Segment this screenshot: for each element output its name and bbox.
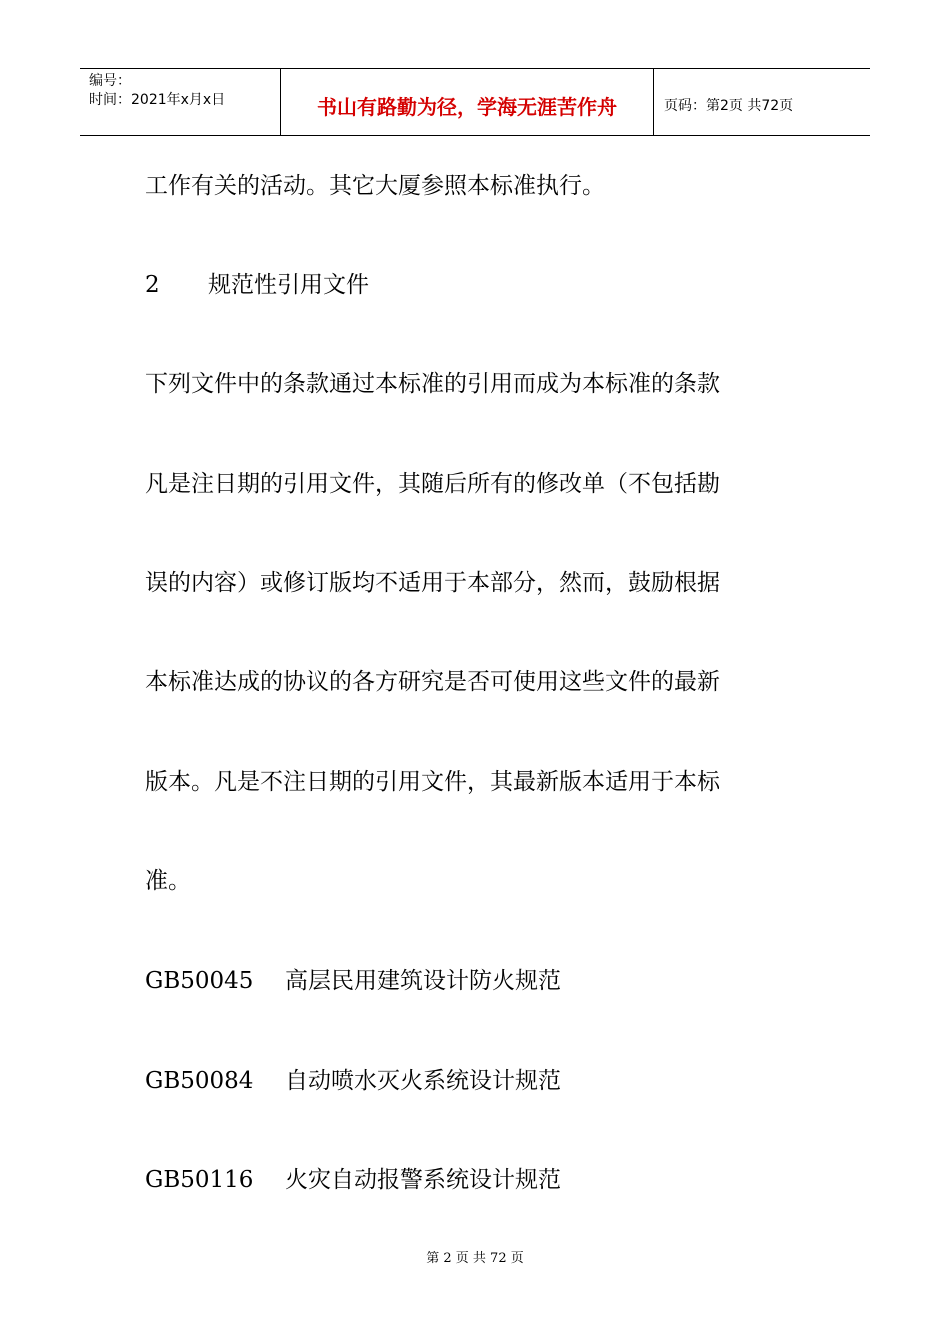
section-number: 2	[145, 272, 160, 298]
paragraph-line: 误的内容）或修订版均不适用于本部分，然而，鼓励根据	[145, 570, 720, 596]
reference-item	[145, 1066, 561, 1096]
paragraph-line: 凡是注日期的引用文件，其随后所有的修改单（不包括勘	[145, 471, 720, 497]
body-text-line: 工作有关的活动。其它大厦参照本标准执行。	[145, 173, 605, 199]
paragraph-line: 下列文件中的条款通过本标准的引用而成为本标准的条款	[145, 371, 720, 397]
reference-code: GB50045	[145, 968, 254, 994]
reference-title: 高层民用建筑设计防火规范	[285, 968, 561, 994]
header-page-info: 页码：第2页 共72页	[664, 98, 794, 114]
page-header	[80, 68, 870, 136]
reference-code: GB50084	[145, 1068, 254, 1094]
header-motto: 书山有路勤为径，学海无涯苦作舟	[281, 69, 654, 135]
reference-item	[145, 1165, 561, 1195]
reference-title: 火灾自动报警系统设计规范	[285, 1167, 561, 1193]
section-title: 规范性引用文件	[208, 272, 369, 298]
header-meta	[80, 69, 281, 135]
paragraph-line: 本标准达成的协议的各方研究是否可使用这些文件的最新	[145, 669, 720, 695]
document-date: 时间：2021年x月x日	[89, 92, 226, 108]
paragraph-line: 版本。凡是不注日期的引用文件，其最新版本适用于本标	[145, 769, 720, 795]
document-number-label: 编号：	[89, 73, 131, 89]
section-heading	[145, 270, 369, 300]
page-footer: 第 2 页 共 72 页	[426, 1251, 524, 1266]
paragraph-line: 准。	[145, 868, 191, 894]
reference-code: GB50116	[145, 1167, 254, 1193]
reference-item	[145, 966, 561, 996]
reference-title: 自动喷水灭火系统设计规范	[285, 1068, 561, 1094]
